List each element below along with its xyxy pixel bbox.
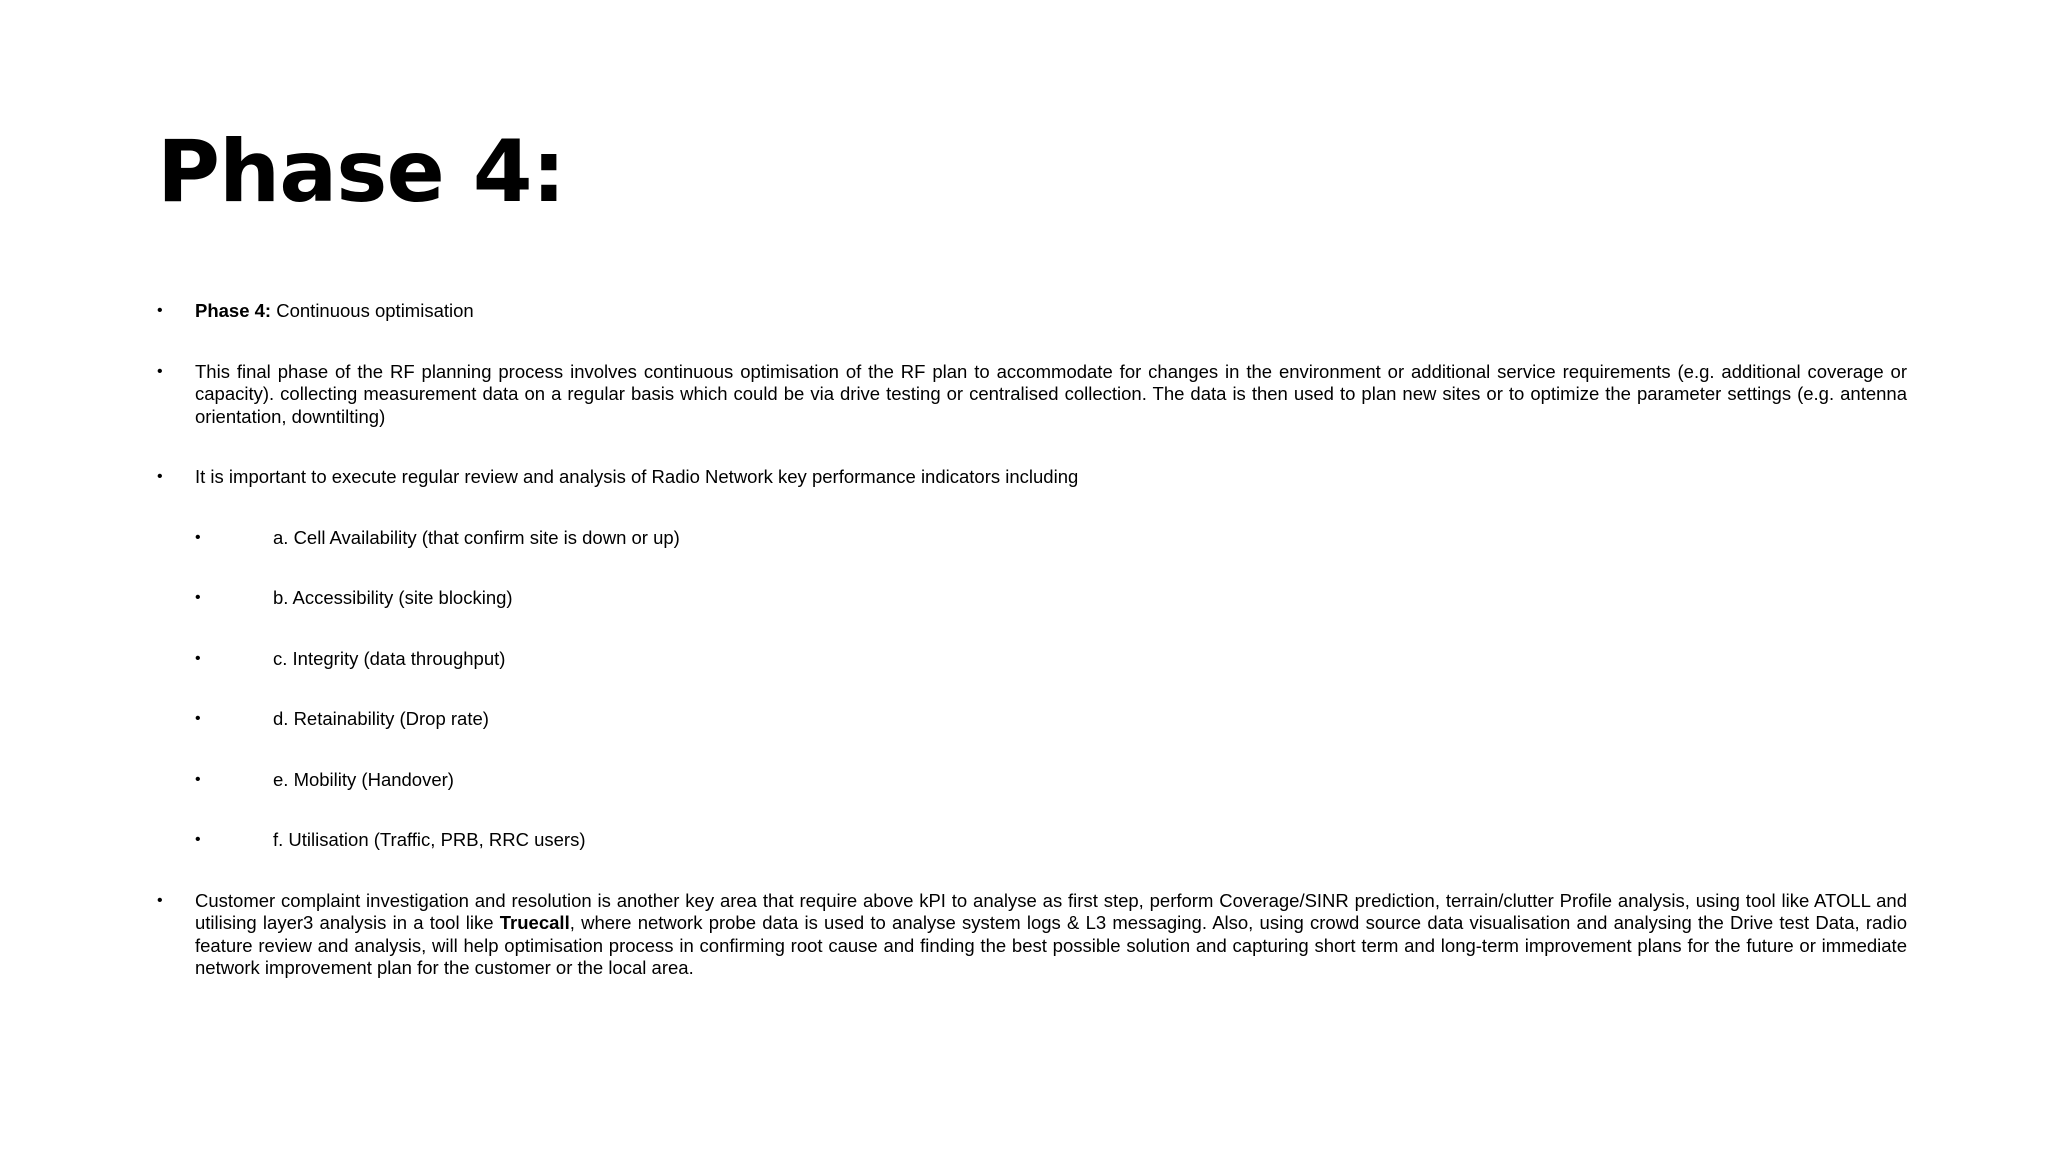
kpi-item-integrity <box>157 648 1907 671</box>
kpi-item-retainability <box>157 708 1907 731</box>
bullet-icon: • <box>157 468 163 485</box>
bullet-text: It is important to execute regular review and analysis of Radio Network key performance indicators including <box>195 466 1079 487</box>
bullet-icon: • <box>157 302 163 319</box>
kpi-text: b. Accessibility (site blocking) <box>273 587 513 608</box>
bullet-icon: • <box>157 891 163 909</box>
kpi-text: a. Cell Availability (that confirm site is down or up) <box>273 526 680 548</box>
bullet-text <box>157 300 1907 323</box>
bullet-icon: • <box>195 589 201 606</box>
kpi-item-accessibility <box>157 587 1907 610</box>
bullet-item-kpi-intro <box>157 466 1907 489</box>
bullet-icon: • <box>157 362 163 380</box>
kpi-text: c. Integrity (data throughput) <box>273 647 506 669</box>
truecall-tool-name: Truecall <box>499 912 570 933</box>
kpi-text: d. Retainability (Drop rate) <box>273 708 489 729</box>
bullet-icon: • <box>195 649 201 667</box>
bullet-icon: • <box>195 710 201 727</box>
slide-title: Phase 4: <box>157 122 565 222</box>
kpi-item-mobility <box>157 769 1907 792</box>
kpi-text: e. Mobility (Handover) <box>273 768 454 790</box>
slide-body <box>157 300 1907 980</box>
complaints-text-before: Customer complaint investigation and resolution is another key area that require above kPI to analyse as first step, perform Coverage/SINR prediction, terrain/clutter Profile analysis, using tool like ATOLL and utilising layer3 analysis in a tool like <box>195 889 1907 933</box>
bullet-text <box>157 890 1907 980</box>
kpi-item-availability <box>157 527 1907 550</box>
kpi-text: f. Utilisation (Traffic, PRB, RRC users) <box>273 829 586 850</box>
phase-description: Continuous optimisation <box>271 300 474 321</box>
bullet-item-complaints <box>157 890 1907 980</box>
bullet-icon: • <box>195 528 201 546</box>
bullet-text: This final phase of the RF planning process involves continuous optimisation of the RF plan to accommodate for changes in the environment or additional service requirements (e.g. additional coverage or capacity). collecting measurement data on a regular basis which could be via drive testing or centralised collection. The data is then used to plan new sites or to optimize the parameter settings (e.g. antenna orientation, downtilting) <box>195 360 1907 427</box>
kpi-item-utilisation <box>157 829 1907 852</box>
bullet-icon: • <box>195 770 201 788</box>
bullet-icon: • <box>195 831 201 848</box>
bullet-item-phase <box>157 300 1907 323</box>
complaints-text-after: , where network probe data is used to analyse system logs & L3 messaging. Also, using crowd source data visualisation and analysing the Drive test Data, radio feature review and analysis, will help optimisation process in confirming root cause and finding the best possible solution and capturing short term and long-term improvement plans for the future or immediate network improvement plan for the customer or the local area. <box>195 912 1907 978</box>
bullet-item-description <box>157 361 1907 429</box>
phase-label: Phase 4: <box>195 300 272 321</box>
